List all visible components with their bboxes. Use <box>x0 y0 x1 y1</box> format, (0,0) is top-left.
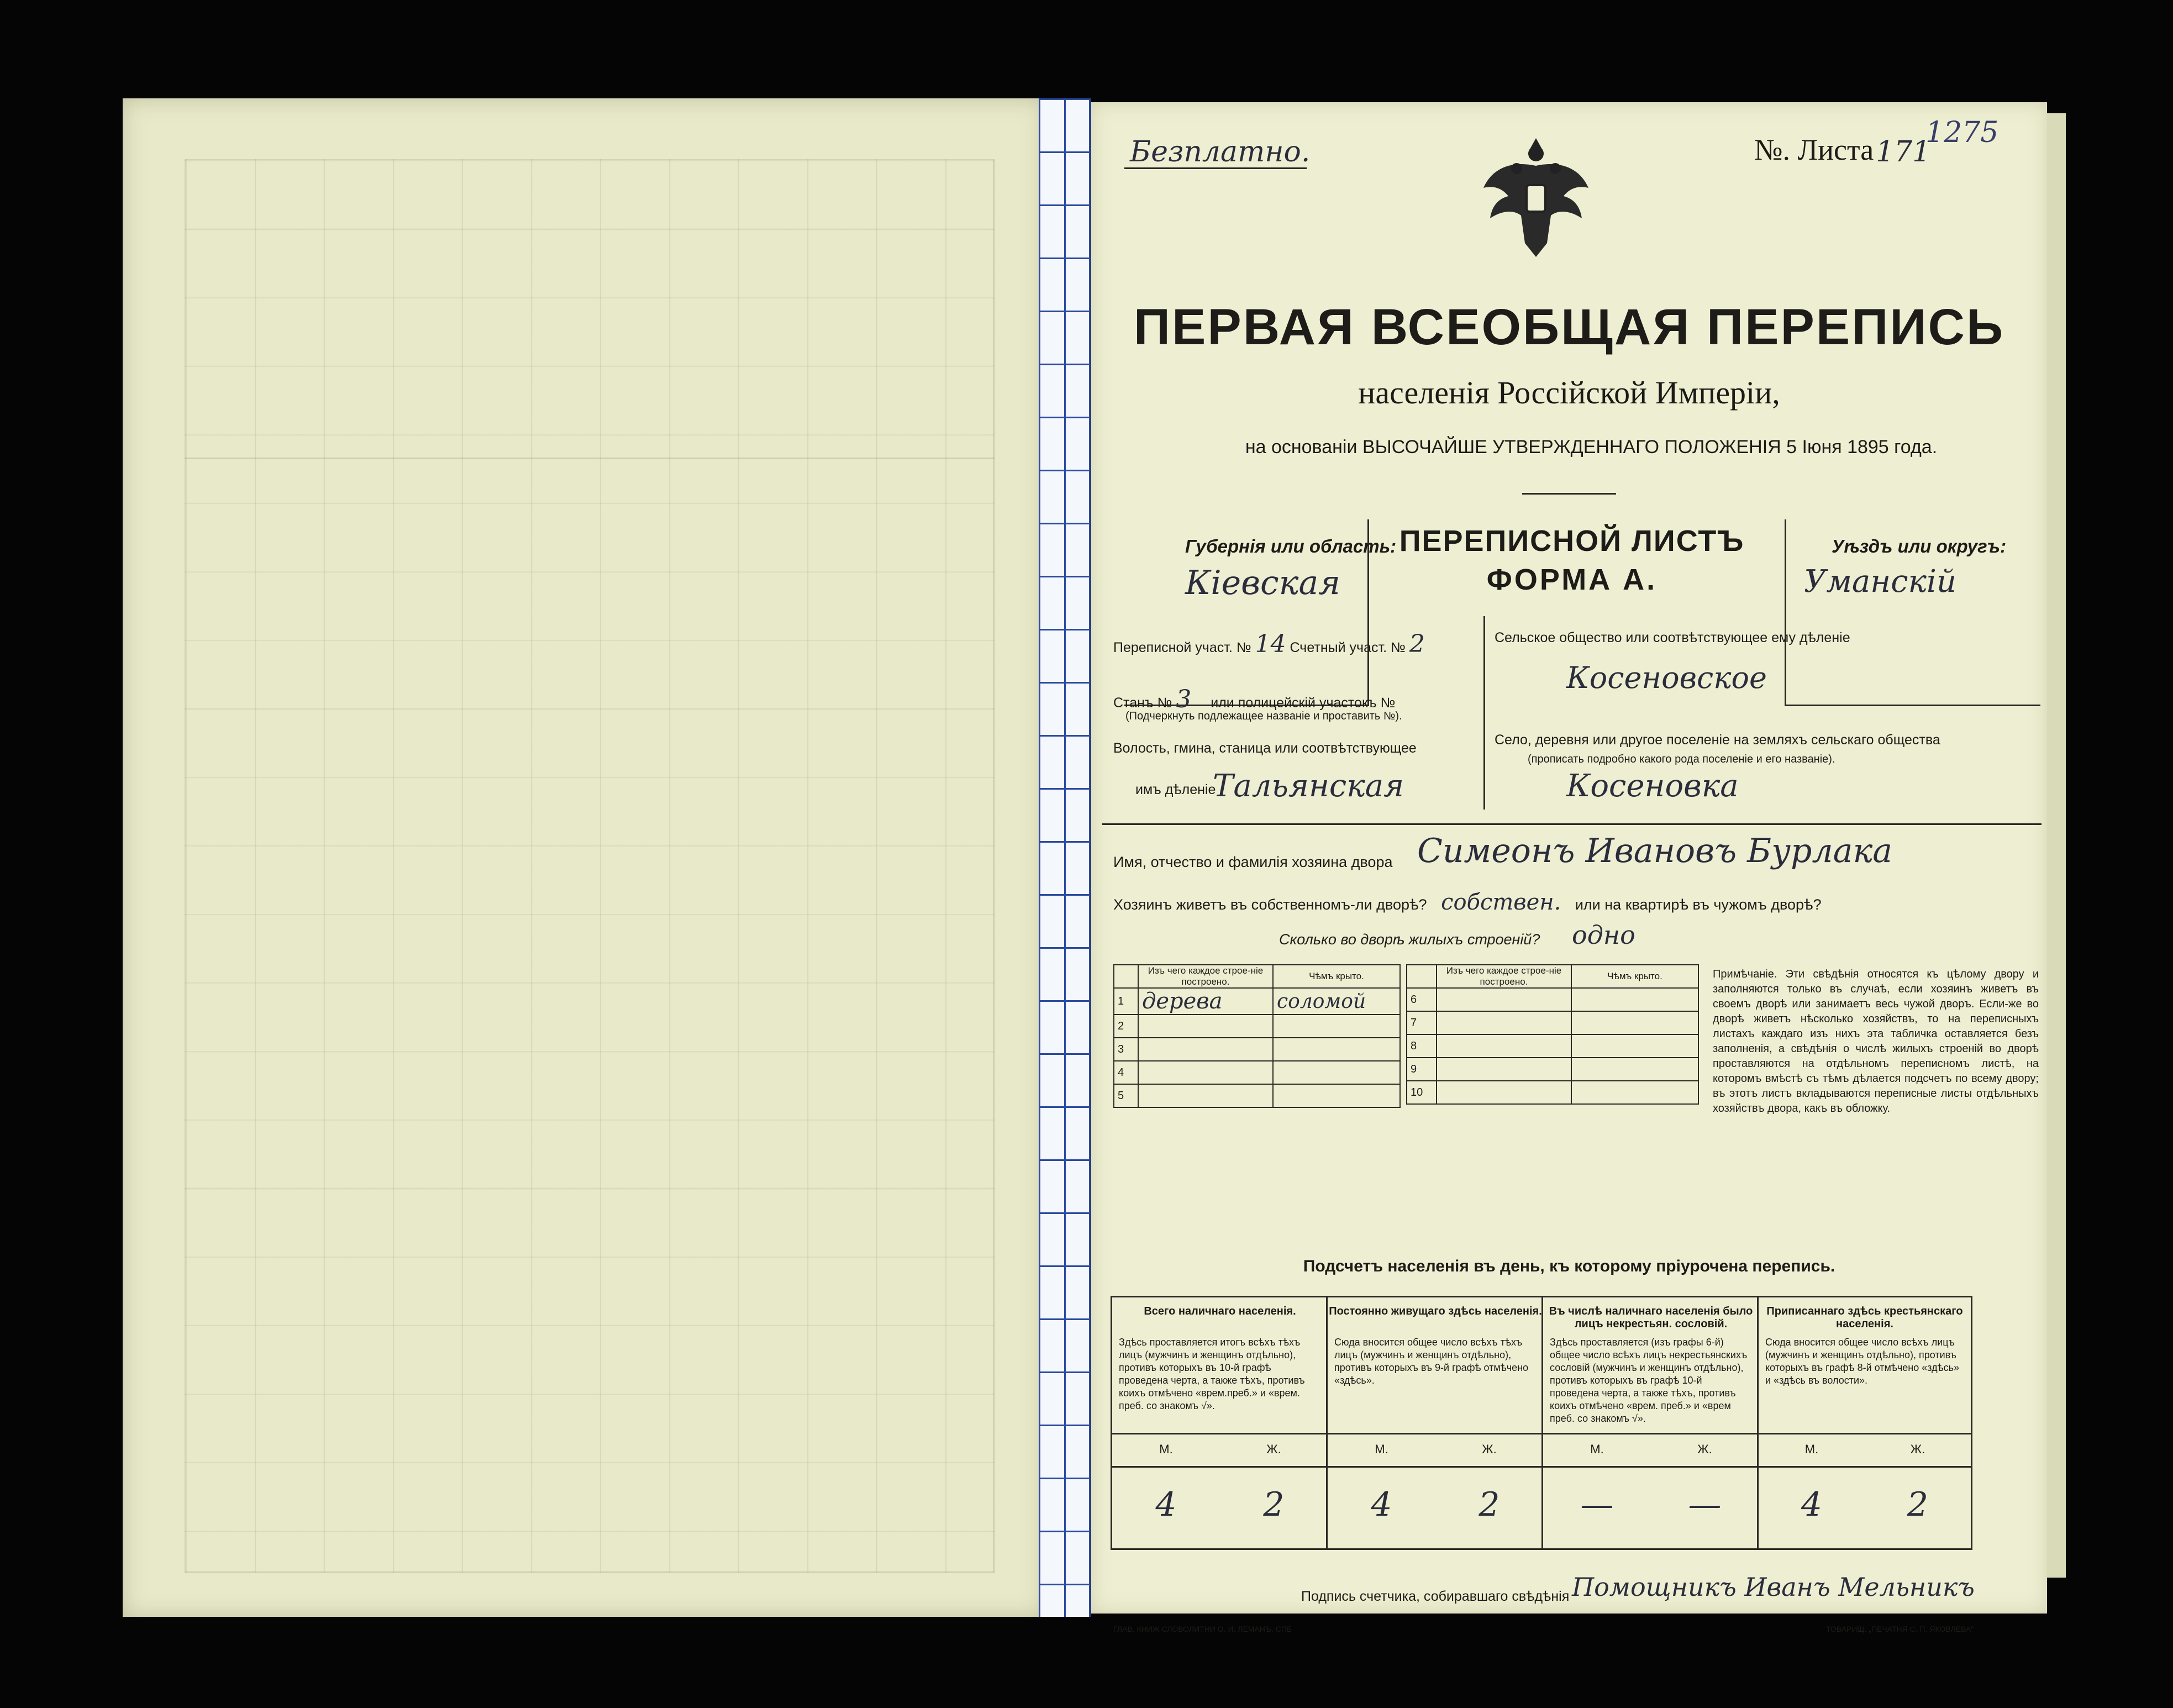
table-row: 3 <box>1114 1038 1400 1061</box>
owner-lives-value: собствен. <box>1441 890 1561 915</box>
buildings-count-value: одно <box>1572 920 1635 950</box>
police-label: или полицейскій участокъ № <box>1211 695 1396 711</box>
census-basis: на основаніи ВЫСОЧАЙШЕ УТВЕРЖДЕННАГО ПОЛОЖЕНІЯ 5 Іюня 1895 года. <box>1245 437 1938 458</box>
buildings-note: Примѣчаніе. Эти свѣдѣнія относятся къ цѣлому двору и заполняются только въ случаѣ, если хозяинъ живетъ въ своемъ дворѣ или занимаетъ весь чужой дворъ. Если-же во дворѣ живетъ нѣсколько хозяйствъ, то на переписныхъ листахъ каждаго изъ нихъ эта табличка оставляется безъ заполненія, а свѣдѣнія о числѣ жилыхъ строеній во дворѣ проставляются на отдѣльномъ переписномъ листѣ, на которомъ вмѣстѣ съ тѣмъ дѣлается подсчетъ по всему двору; въ этотъ листъ вкладываются переписные листы отдѣльныхъ хозяйствъ двора, какъ въ обложку. <box>1713 968 2039 1115</box>
village-value: Косеновка <box>1566 768 1739 804</box>
signature-label: Подпись счетчика, собиравшаго свѣдѣнія <box>1301 1589 1570 1604</box>
sheet-number-label: №. Листа <box>1754 133 1874 166</box>
roof-header: Чѣмъ крыто. <box>1273 965 1400 988</box>
table-row: 1 дерева соломой <box>1114 988 1400 1015</box>
female-label: Ж. <box>1266 1442 1281 1456</box>
male-label: М. <box>1375 1442 1388 1456</box>
rural-society-label: Сельское общество или соотвѣтствующее ему дѣленіе <box>1495 630 1850 645</box>
province-value: Кіевская <box>1185 564 1340 602</box>
left-page <box>123 98 1045 1617</box>
volost-label: Волость, гмина, станица или соотвѣтствующее <box>1113 740 1417 756</box>
owner-value: Симеонъ Ивановъ Бурлака <box>1417 832 1893 870</box>
stan-label: Станъ № <box>1113 695 1172 711</box>
male-label: М. <box>1159 1442 1173 1456</box>
column-description: Сюда вносится общее число всѣхъ тѣхъ лицъ (мужчинъ и женщинъ отдѣльно), противъ которыхъ въ 9-й графѣ отмѣчено «здѣсь». <box>1334 1337 1529 1386</box>
table-row: 8 <box>1407 1034 1698 1058</box>
male-count: 4 <box>1371 1485 1392 1524</box>
female-count: 2 <box>1479 1485 1500 1524</box>
buildings-table-right <box>1406 964 1699 1105</box>
owner-lives-alt-label: или на квартирѣ въ чужомъ дворѣ? <box>1575 896 1822 913</box>
printer-right: ТОВАРИЩ. „ПЕЧАТНЯ С. П. ЯКОВЛЕВА" <box>1826 1625 1974 1633</box>
population-column-non-peasant <box>1543 1297 1759 1548</box>
census-section-label: Переписной участ. № <box>1113 640 1251 655</box>
buildings-count-label: Сколько во дворѣ жилыхъ строеній? <box>1279 931 1540 948</box>
table-row: 6 <box>1407 988 1698 1011</box>
form-name: ПЕРЕПИСНОЙ ЛИСТЪ <box>1399 524 1745 558</box>
material-header: Изъ чего каждое строе-ніе построено. <box>1437 965 1571 988</box>
imperial-eagle-emblem <box>1478 127 1594 265</box>
district-label: Уѣздъ или округъ: <box>1832 536 2007 556</box>
roof-header: Чѣмъ крыто. <box>1571 965 1698 988</box>
table-row: 7 <box>1407 1011 1698 1034</box>
female-label: Ж. <box>1910 1442 1925 1456</box>
village-label: Село, деревня или другое поселеніе на земляхъ сельскаго общества <box>1495 732 1940 748</box>
signature-value: Помощникъ Иванъ Мельникъ <box>1572 1572 1975 1602</box>
table-row: 10 <box>1407 1081 1698 1104</box>
male-count: 4 <box>1801 1485 1823 1524</box>
roof-cell: соломой <box>1273 988 1400 1015</box>
column-description: Здѣсь проставляется (изъ графы 6-й) общее число всѣхъ лицъ некрестьянскихъ сословій (мужчинъ и женщинъ отдѣльно), противъ которыхъ въ графѣ 10-й проведена черта, а также тѣхъ, противъ коихъ отмѣчено «врем. преб.» и «врем преб. со знакомъ √». <box>1550 1337 1748 1424</box>
material-cell: дерева <box>1138 988 1273 1015</box>
volost-value: Тальянская <box>1213 768 1404 804</box>
village-note: (прописать подробно какого рода поселеніе и его названіе). <box>1528 753 1835 765</box>
population-column-peasant <box>1759 1297 1971 1548</box>
column-title: Въ числѣ наличнаго населенія было лицъ некрестьян. сословій. <box>1549 1305 1753 1330</box>
census-section-value: 14 <box>1255 630 1286 658</box>
buildings-table-left <box>1113 964 1401 1108</box>
population-column-total <box>1112 1297 1328 1548</box>
printer-left: ГЛАВ. КНИЖ СЛОВОЛИТНИ О. И. ЛЕМАНЪ, СПБ <box>1113 1625 1292 1633</box>
female-label: Ж. <box>1697 1442 1712 1456</box>
form-type: ФОРМА А. <box>1486 563 1658 596</box>
owner-lives-label: Хозяинъ живетъ въ собственномъ-ли дворѣ? <box>1113 896 1427 913</box>
owner-label: Имя, отчество и фамилія хозяина двора <box>1113 854 1393 870</box>
province-label: Губернія или область: <box>1185 536 1397 556</box>
rural-society-value: Косеновское <box>1566 660 1767 695</box>
census-subtitle: населенія Россійской Имперіи, <box>1358 375 1780 411</box>
female-label: Ж. <box>1482 1442 1497 1456</box>
population-column-permanent <box>1328 1297 1543 1548</box>
sheet-number-value: 171 <box>1876 135 1931 169</box>
column-title: Приписаннаго здѣсь крестьянскаго населенія. <box>1766 1305 1963 1330</box>
column-description: Сюда вносится общее число всѣхъ лицъ (мужчинъ и женщинъ отдѣльно), противъ которыхъ въ графѣ 8-й отмѣчено «здѣсь» и «здѣсь въ волости». <box>1765 1337 1960 1386</box>
table-row: 5 <box>1114 1084 1400 1107</box>
table-row: 4 <box>1114 1061 1400 1084</box>
male-count: 4 <box>1155 1485 1177 1524</box>
count-section-label: Счетный участ. № <box>1290 640 1406 655</box>
count-section-value: 2 <box>1409 630 1425 658</box>
bleed-through-grid <box>185 159 995 1573</box>
column-title: Постоянно живущаго здѣсь населенія. <box>1329 1305 1542 1317</box>
female-count: — <box>1688 1485 1722 1524</box>
free-label: Безплатно. <box>1130 135 1311 169</box>
male-label: М. <box>1804 1442 1819 1456</box>
table-row: 9 <box>1407 1058 1698 1081</box>
female-count: 2 <box>1907 1485 1929 1524</box>
stan-value: 3 <box>1176 685 1192 713</box>
underline-note: (Подчеркнуть подлежащее названіе и проставить №). <box>1125 710 1402 722</box>
volost-label-2: имъ дѣленіе <box>1135 782 1216 797</box>
female-count: 2 <box>1263 1485 1285 1524</box>
table-row: 2 <box>1114 1015 1400 1038</box>
male-count: — <box>1580 1485 1614 1524</box>
population-heading: Подсчетъ населенія въ день, къ которому пріурочена перепись. <box>1303 1257 1835 1275</box>
column-description: Здѣсь проставляется итогъ всѣхъ тѣхъ лицъ (мужчинъ и женщинъ отдѣльно), противъ которыхъ въ 10-й графѣ проведена черта, а также тѣхъ, противъ коихъ отмѣчено «врем.преб.» и «врем. преб. со знакомъ √». <box>1119 1337 1305 1411</box>
archive-number: 1275 <box>1925 116 1999 149</box>
population-table <box>1111 1296 1972 1550</box>
page-edge-stack <box>2047 113 2066 1578</box>
district-value: Уманскій <box>1804 564 1956 600</box>
binding-strip <box>1039 98 1091 1617</box>
census-sheet <box>1091 102 2047 1633</box>
ornament-divider <box>1522 493 1616 495</box>
male-label: М. <box>1590 1442 1604 1456</box>
column-title: Всего наличнаго населенія. <box>1144 1305 1296 1317</box>
census-title: ПЕРВАЯ ВСЕОБЩАЯ ПЕРЕПИСЬ <box>1133 299 2005 355</box>
material-header: Изъ чего каждое строе-ніе построено. <box>1138 965 1273 988</box>
